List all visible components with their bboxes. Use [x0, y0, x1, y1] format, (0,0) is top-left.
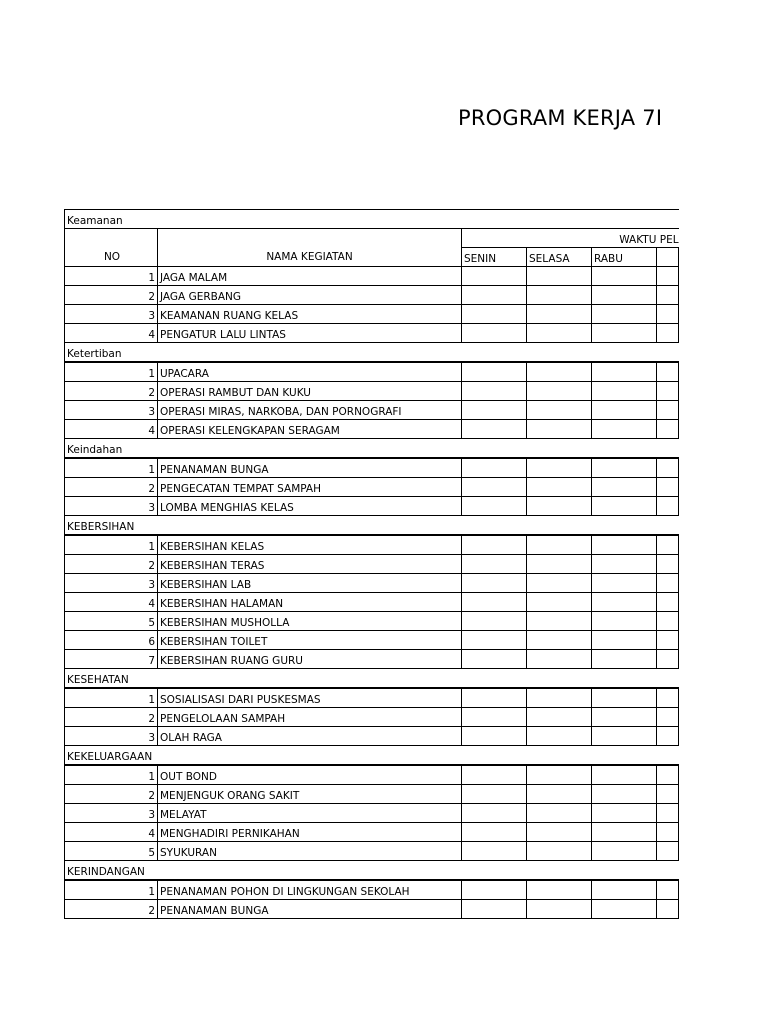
table-row	[65, 362, 679, 382]
row-number: 3	[65, 727, 158, 746]
row-activity-name: KEBERSIHAN HALAMAN	[158, 593, 462, 612]
row-day-cell	[657, 631, 679, 650]
row-day-cell	[657, 804, 679, 823]
table-row	[65, 458, 679, 478]
row-activity-name: KEBERSIHAN MUSHOLLA	[158, 612, 462, 631]
row-day-cell	[592, 555, 657, 574]
row-day-cell	[527, 362, 592, 382]
row-day-cell	[527, 765, 592, 785]
row-day-cell	[527, 823, 592, 842]
row-day-cell	[592, 458, 657, 478]
row-number: 2	[65, 785, 158, 804]
row-day-cell	[592, 650, 657, 669]
row-day-cell	[527, 497, 592, 516]
row-day-cell	[527, 574, 592, 593]
row-activity-name: PENANAMAN BUNGA	[158, 900, 462, 919]
table-row	[65, 382, 679, 401]
row-activity-name: UPACARA	[158, 362, 462, 382]
row-activity-name: OPERASI MIRAS, NARKOBA, DAN PORNOGRAFI	[158, 401, 462, 420]
row-day-cell	[527, 804, 592, 823]
row-day-cell	[462, 324, 527, 343]
row-day-cell	[657, 708, 679, 727]
row-number: 4	[65, 593, 158, 612]
header-day-blank	[657, 248, 679, 267]
table-row	[65, 842, 679, 861]
table-body	[65, 210, 679, 919]
row-activity-name: MENJENGUK ORANG SAKIT	[158, 785, 462, 804]
row-activity-name: OLAH RAGA	[158, 727, 462, 746]
row-day-cell	[527, 555, 592, 574]
row-day-cell	[657, 458, 679, 478]
row-day-cell	[592, 727, 657, 746]
table-row	[65, 267, 679, 286]
row-day-cell	[657, 324, 679, 343]
header-row-top	[65, 229, 679, 248]
row-day-cell	[462, 535, 527, 555]
row-day-cell	[592, 305, 657, 324]
row-day-cell	[657, 593, 679, 612]
header-nama-kegiatan: NAMA KEGIATAN	[158, 229, 462, 267]
row-day-cell	[592, 688, 657, 708]
page-title: PROGRAM KERJA 7I	[458, 106, 663, 130]
row-activity-name: KEBERSIHAN RUANG GURU	[158, 650, 462, 669]
row-day-cell	[462, 286, 527, 305]
row-day-cell	[592, 900, 657, 919]
row-activity-name: KEBERSIHAN LAB	[158, 574, 462, 593]
row-day-cell	[462, 631, 527, 650]
row-day-cell	[527, 727, 592, 746]
table-row	[65, 612, 679, 631]
row-day-cell	[462, 708, 527, 727]
row-day-cell	[462, 362, 527, 382]
row-day-cell	[462, 727, 527, 746]
row-day-cell	[462, 612, 527, 631]
row-day-cell	[657, 497, 679, 516]
row-day-cell	[592, 362, 657, 382]
section-label: Keamanan	[65, 210, 679, 229]
row-day-cell	[657, 900, 679, 919]
row-activity-name: PENANAMAN POHON DI LINGKUNGAN SEKOLAH	[158, 880, 462, 900]
row-day-cell	[592, 420, 657, 439]
row-activity-name: KEBERSIHAN TOILET	[158, 631, 462, 650]
row-number: 3	[65, 574, 158, 593]
row-day-cell	[657, 612, 679, 631]
row-activity-name: SOSIALISASI DARI PUSKESMAS	[158, 688, 462, 708]
row-number: 2	[65, 555, 158, 574]
section-row	[65, 861, 679, 881]
row-day-cell	[527, 324, 592, 343]
row-day-cell	[462, 458, 527, 478]
row-day-cell	[527, 478, 592, 497]
row-day-cell	[462, 497, 527, 516]
table-row	[65, 497, 679, 516]
row-day-cell	[592, 612, 657, 631]
row-day-cell	[527, 688, 592, 708]
row-day-cell	[527, 612, 592, 631]
row-day-cell	[527, 267, 592, 286]
section-label: KESEHATAN	[65, 669, 679, 689]
header-day-selasa: SELASA	[527, 248, 592, 267]
row-day-cell	[592, 324, 657, 343]
row-day-cell	[527, 286, 592, 305]
row-day-cell	[462, 401, 527, 420]
row-day-cell	[462, 880, 527, 900]
row-activity-name: PENGECATAN TEMPAT SAMPAH	[158, 478, 462, 497]
table-row	[65, 305, 679, 324]
section-label: KEKELUARGAAN	[65, 746, 679, 766]
table-row	[65, 478, 679, 497]
row-number: 3	[65, 497, 158, 516]
table-row	[65, 535, 679, 555]
section-label: KERINDANGAN	[65, 861, 679, 881]
row-day-cell	[592, 478, 657, 497]
row-day-cell	[657, 267, 679, 286]
table-row	[65, 401, 679, 420]
row-number: 1	[65, 267, 158, 286]
section-row	[65, 746, 679, 766]
row-day-cell	[592, 593, 657, 612]
row-day-cell	[527, 382, 592, 401]
table-row	[65, 631, 679, 650]
section-label: KEBERSIHAN	[65, 516, 679, 536]
row-number: 1	[65, 458, 158, 478]
row-day-cell	[527, 535, 592, 555]
row-day-cell	[657, 785, 679, 804]
row-day-cell	[592, 785, 657, 804]
row-day-cell	[657, 880, 679, 900]
row-day-cell	[657, 478, 679, 497]
header-waktu: WAKTU PEL	[462, 229, 679, 248]
table-row	[65, 688, 679, 708]
row-day-cell	[592, 823, 657, 842]
row-day-cell	[657, 727, 679, 746]
row-day-cell	[527, 631, 592, 650]
row-number: 4	[65, 420, 158, 439]
row-day-cell	[527, 708, 592, 727]
row-number: 2	[65, 478, 158, 497]
section-label: Ketertiban	[65, 343, 679, 363]
section-row	[65, 343, 679, 363]
row-number: 1	[65, 535, 158, 555]
row-day-cell	[462, 593, 527, 612]
row-activity-name: MENGHADIRI PERNIKAHAN	[158, 823, 462, 842]
row-activity-name: JAGA MALAM	[158, 267, 462, 286]
row-activity-name: JAGA GERBANG	[158, 286, 462, 305]
table-row	[65, 420, 679, 439]
row-activity-name: OPERASI RAMBUT DAN KUKU	[158, 382, 462, 401]
row-day-cell	[462, 765, 527, 785]
table-row	[65, 880, 679, 900]
table-row	[65, 708, 679, 727]
row-day-cell	[657, 650, 679, 669]
table-row	[65, 785, 679, 804]
row-day-cell	[527, 305, 592, 324]
row-day-cell	[657, 305, 679, 324]
table-row	[65, 555, 679, 574]
row-day-cell	[462, 574, 527, 593]
row-activity-name: PENGATUR LALU LINTAS	[158, 324, 462, 343]
row-number: 2	[65, 708, 158, 727]
row-activity-name: OPERASI KELENGKAPAN SERAGAM	[158, 420, 462, 439]
row-day-cell	[527, 785, 592, 804]
row-day-cell	[592, 382, 657, 401]
row-number: 2	[65, 286, 158, 305]
row-number: 3	[65, 804, 158, 823]
row-day-cell	[462, 267, 527, 286]
table-row	[65, 823, 679, 842]
row-day-cell	[592, 497, 657, 516]
row-day-cell	[462, 420, 527, 439]
row-number: 6	[65, 631, 158, 650]
program-table	[64, 209, 679, 919]
row-day-cell	[462, 785, 527, 804]
row-day-cell	[462, 823, 527, 842]
table-row	[65, 765, 679, 785]
row-day-cell	[657, 765, 679, 785]
table-row	[65, 593, 679, 612]
row-number: 4	[65, 823, 158, 842]
row-day-cell	[592, 708, 657, 727]
row-day-cell	[592, 765, 657, 785]
row-day-cell	[527, 900, 592, 919]
row-day-cell	[657, 286, 679, 305]
table-row	[65, 324, 679, 343]
row-day-cell	[657, 420, 679, 439]
row-day-cell	[592, 804, 657, 823]
table-row	[65, 727, 679, 746]
row-day-cell	[462, 842, 527, 861]
row-day-cell	[657, 382, 679, 401]
row-activity-name: PENANAMAN BUNGA	[158, 458, 462, 478]
row-activity-name: OUT BOND	[158, 765, 462, 785]
table-row	[65, 804, 679, 823]
row-day-cell	[527, 650, 592, 669]
row-day-cell	[657, 688, 679, 708]
row-number: 2	[65, 382, 158, 401]
row-day-cell	[527, 401, 592, 420]
row-day-cell	[462, 900, 527, 919]
row-number: 1	[65, 362, 158, 382]
row-activity-name: KEBERSIHAN TERAS	[158, 555, 462, 574]
row-day-cell	[462, 478, 527, 497]
row-number: 5	[65, 842, 158, 861]
row-activity-name: KEAMANAN RUANG KELAS	[158, 305, 462, 324]
row-number: 1	[65, 880, 158, 900]
row-day-cell	[527, 880, 592, 900]
row-number: 4	[65, 324, 158, 343]
row-activity-name: MELAYAT	[158, 804, 462, 823]
row-day-cell	[462, 305, 527, 324]
row-day-cell	[527, 420, 592, 439]
row-number: 1	[65, 765, 158, 785]
row-day-cell	[527, 458, 592, 478]
row-day-cell	[592, 842, 657, 861]
row-number: 7	[65, 650, 158, 669]
row-number: 3	[65, 401, 158, 420]
row-day-cell	[592, 574, 657, 593]
row-day-cell	[462, 555, 527, 574]
row-day-cell	[592, 880, 657, 900]
table-row	[65, 574, 679, 593]
row-day-cell	[527, 593, 592, 612]
row-day-cell	[462, 804, 527, 823]
table-row	[65, 900, 679, 919]
section-row	[65, 669, 679, 689]
row-number: 5	[65, 612, 158, 631]
row-number: 2	[65, 900, 158, 919]
row-day-cell	[592, 286, 657, 305]
row-day-cell	[657, 401, 679, 420]
section-label: Keindahan	[65, 439, 679, 459]
section-row	[65, 439, 679, 459]
row-day-cell	[462, 650, 527, 669]
row-day-cell	[527, 842, 592, 861]
row-day-cell	[592, 401, 657, 420]
header-no: NO	[65, 229, 158, 267]
row-day-cell	[462, 382, 527, 401]
row-day-cell	[657, 842, 679, 861]
row-day-cell	[462, 688, 527, 708]
row-day-cell	[592, 535, 657, 555]
row-day-cell	[657, 362, 679, 382]
section-row	[65, 210, 679, 229]
row-day-cell	[592, 631, 657, 650]
row-day-cell	[657, 823, 679, 842]
section-row	[65, 516, 679, 536]
spreadsheet	[64, 209, 679, 919]
row-day-cell	[657, 535, 679, 555]
row-activity-name: SYUKURAN	[158, 842, 462, 861]
row-activity-name: LOMBA MENGHIAS KELAS	[158, 497, 462, 516]
header-day-rabu: RABU	[592, 248, 657, 267]
row-day-cell	[657, 555, 679, 574]
row-number: 1	[65, 688, 158, 708]
row-activity-name: PENGELOLAAN SAMPAH	[158, 708, 462, 727]
table-row	[65, 286, 679, 305]
table-row	[65, 650, 679, 669]
row-day-cell	[592, 267, 657, 286]
row-activity-name: KEBERSIHAN KELAS	[158, 535, 462, 555]
row-number: 3	[65, 305, 158, 324]
header-day-senin: SENIN	[462, 248, 527, 267]
row-day-cell	[657, 574, 679, 593]
